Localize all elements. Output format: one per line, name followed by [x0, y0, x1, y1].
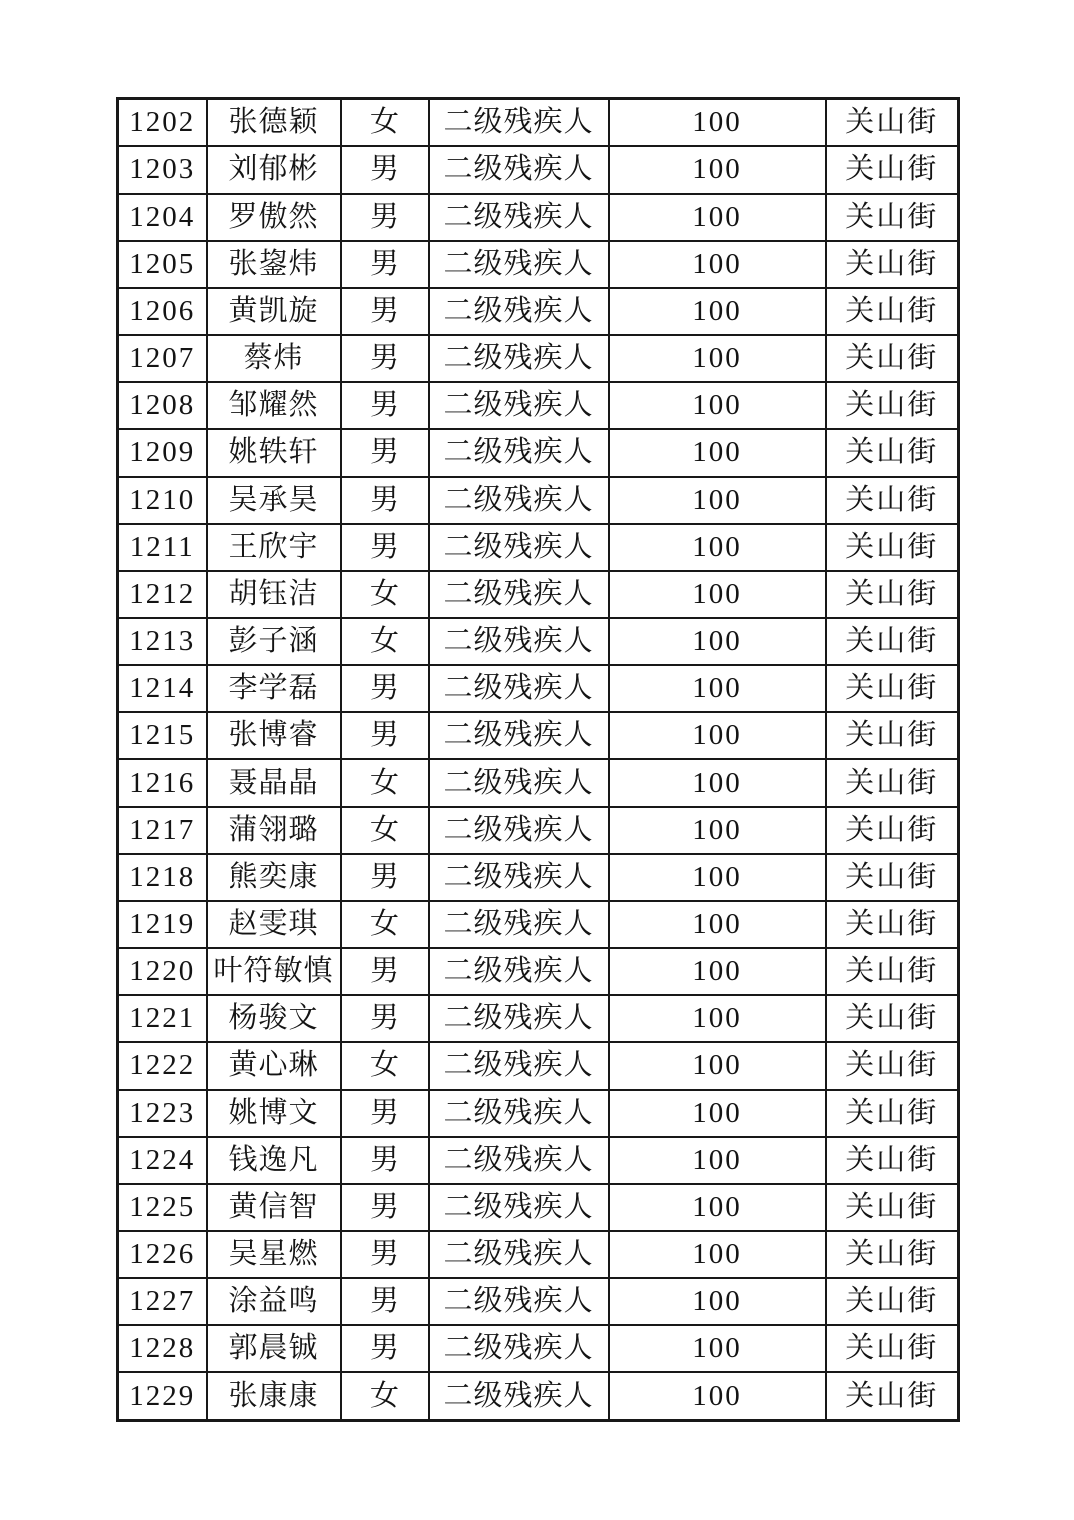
cell-amount: 100	[609, 1090, 826, 1137]
cell-name: 叶符敏慎	[207, 948, 341, 995]
cell-street: 关山街	[826, 995, 959, 1042]
cell-street: 关山街	[826, 241, 959, 288]
cell-category: 二级残疾人	[429, 1325, 609, 1372]
cell-id: 1215	[118, 712, 207, 759]
cell-gender: 男	[341, 1325, 429, 1372]
cell-amount: 100	[609, 288, 826, 335]
table-row	[118, 665, 959, 712]
cell-amount: 100	[609, 854, 826, 901]
table-row	[118, 99, 959, 147]
cell-amount: 100	[609, 477, 826, 524]
cell-id: 1211	[118, 524, 207, 571]
cell-gender: 男	[341, 429, 429, 476]
cell-street: 关山街	[826, 99, 959, 147]
cell-id: 1219	[118, 901, 207, 948]
cell-gender: 女	[341, 901, 429, 948]
table-row	[118, 1278, 959, 1325]
cell-street: 关山街	[826, 948, 959, 995]
cell-amount: 100	[609, 99, 826, 147]
cell-name: 黄信智	[207, 1184, 341, 1231]
cell-category: 二级残疾人	[429, 571, 609, 618]
cell-gender: 女	[341, 759, 429, 806]
cell-id: 1224	[118, 1137, 207, 1184]
cell-id: 1229	[118, 1372, 207, 1420]
cell-gender: 男	[341, 1231, 429, 1278]
cell-category: 二级残疾人	[429, 665, 609, 712]
cell-id: 1223	[118, 1090, 207, 1137]
cell-street: 关山街	[826, 854, 959, 901]
cell-category: 二级残疾人	[429, 995, 609, 1042]
table-row	[118, 429, 959, 476]
table-row	[118, 1325, 959, 1372]
cell-street: 关山街	[826, 807, 959, 854]
table-row	[118, 1090, 959, 1137]
cell-street: 关山街	[826, 194, 959, 241]
cell-street: 关山街	[826, 712, 959, 759]
table-row	[118, 335, 959, 382]
cell-amount: 100	[609, 712, 826, 759]
table-row	[118, 854, 959, 901]
table-row	[118, 948, 959, 995]
cell-amount: 100	[609, 1231, 826, 1278]
cell-category: 二级残疾人	[429, 807, 609, 854]
cell-amount: 100	[609, 194, 826, 241]
cell-street: 关山街	[826, 524, 959, 571]
cell-amount: 100	[609, 241, 826, 288]
cell-category: 二级残疾人	[429, 1090, 609, 1137]
cell-street: 关山街	[826, 1231, 959, 1278]
cell-category: 二级残疾人	[429, 241, 609, 288]
table-body	[118, 99, 959, 1421]
cell-amount: 100	[609, 524, 826, 571]
cell-gender: 男	[341, 477, 429, 524]
cell-id: 1214	[118, 665, 207, 712]
cell-id: 1213	[118, 618, 207, 665]
cell-name: 胡钰洁	[207, 571, 341, 618]
cell-gender: 女	[341, 571, 429, 618]
table-row	[118, 288, 959, 335]
cell-amount: 100	[609, 759, 826, 806]
cell-name: 涂益鸣	[207, 1278, 341, 1325]
cell-street: 关山街	[826, 1184, 959, 1231]
disability-subsidy-table	[116, 97, 960, 1422]
cell-id: 1228	[118, 1325, 207, 1372]
cell-category: 二级残疾人	[429, 901, 609, 948]
cell-street: 关山街	[826, 1042, 959, 1089]
cell-gender: 男	[341, 194, 429, 241]
cell-name: 吴承昊	[207, 477, 341, 524]
cell-amount: 100	[609, 995, 826, 1042]
cell-street: 关山街	[826, 477, 959, 524]
cell-name: 罗傲然	[207, 194, 341, 241]
table-row	[118, 712, 959, 759]
table-row	[118, 382, 959, 429]
cell-name: 李学磊	[207, 665, 341, 712]
table-row	[118, 1137, 959, 1184]
cell-id: 1204	[118, 194, 207, 241]
cell-amount: 100	[609, 429, 826, 476]
table-row	[118, 477, 959, 524]
cell-amount: 100	[609, 1137, 826, 1184]
cell-category: 二级残疾人	[429, 335, 609, 382]
cell-gender: 男	[341, 665, 429, 712]
table-row	[118, 618, 959, 665]
cell-category: 二级残疾人	[429, 288, 609, 335]
cell-gender: 男	[341, 948, 429, 995]
cell-name: 钱逸凡	[207, 1137, 341, 1184]
cell-name: 姚轶轩	[207, 429, 341, 476]
cell-gender: 男	[341, 241, 429, 288]
table-row	[118, 146, 959, 193]
cell-category: 二级残疾人	[429, 1372, 609, 1420]
cell-amount: 100	[609, 382, 826, 429]
cell-amount: 100	[609, 1042, 826, 1089]
cell-street: 关山街	[826, 1278, 959, 1325]
cell-gender: 男	[341, 712, 429, 759]
cell-id: 1209	[118, 429, 207, 476]
table-row	[118, 901, 959, 948]
cell-gender: 女	[341, 1042, 429, 1089]
cell-id: 1222	[118, 1042, 207, 1089]
cell-name: 王欣宇	[207, 524, 341, 571]
cell-name: 张鋆炜	[207, 241, 341, 288]
cell-gender: 女	[341, 1372, 429, 1420]
cell-id: 1226	[118, 1231, 207, 1278]
cell-category: 二级残疾人	[429, 146, 609, 193]
cell-amount: 100	[609, 1325, 826, 1372]
cell-gender: 男	[341, 1090, 429, 1137]
cell-id: 1202	[118, 99, 207, 147]
cell-category: 二级残疾人	[429, 854, 609, 901]
cell-name: 张康康	[207, 1372, 341, 1420]
cell-gender: 男	[341, 854, 429, 901]
cell-id: 1212	[118, 571, 207, 618]
cell-category: 二级残疾人	[429, 477, 609, 524]
cell-category: 二级残疾人	[429, 759, 609, 806]
cell-gender: 女	[341, 99, 429, 147]
cell-street: 关山街	[826, 335, 959, 382]
cell-name: 蔡炜	[207, 335, 341, 382]
cell-gender: 男	[341, 1278, 429, 1325]
cell-id: 1205	[118, 241, 207, 288]
cell-gender: 男	[341, 382, 429, 429]
cell-street: 关山街	[826, 146, 959, 193]
cell-name: 刘郁彬	[207, 146, 341, 193]
cell-name: 邹耀然	[207, 382, 341, 429]
cell-name: 蒲翎璐	[207, 807, 341, 854]
cell-gender: 男	[341, 1184, 429, 1231]
cell-category: 二级残疾人	[429, 429, 609, 476]
cell-amount: 100	[609, 146, 826, 193]
table-row	[118, 807, 959, 854]
cell-gender: 男	[341, 524, 429, 571]
cell-name: 张德颖	[207, 99, 341, 147]
cell-amount: 100	[609, 948, 826, 995]
cell-gender: 男	[341, 335, 429, 382]
cell-street: 关山街	[826, 1137, 959, 1184]
cell-name: 姚博文	[207, 1090, 341, 1137]
cell-category: 二级残疾人	[429, 524, 609, 571]
table-row	[118, 524, 959, 571]
cell-gender: 男	[341, 288, 429, 335]
cell-id: 1218	[118, 854, 207, 901]
cell-name: 彭子涵	[207, 618, 341, 665]
cell-gender: 男	[341, 146, 429, 193]
cell-category: 二级残疾人	[429, 1042, 609, 1089]
cell-category: 二级残疾人	[429, 1137, 609, 1184]
cell-id: 1207	[118, 335, 207, 382]
cell-id: 1206	[118, 288, 207, 335]
cell-name: 吴星燃	[207, 1231, 341, 1278]
cell-category: 二级残疾人	[429, 1231, 609, 1278]
cell-id: 1203	[118, 146, 207, 193]
cell-id: 1220	[118, 948, 207, 995]
cell-id: 1210	[118, 477, 207, 524]
cell-amount: 100	[609, 1372, 826, 1420]
cell-category: 二级残疾人	[429, 382, 609, 429]
cell-street: 关山街	[826, 429, 959, 476]
cell-amount: 100	[609, 618, 826, 665]
cell-amount: 100	[609, 335, 826, 382]
cell-name: 杨骏文	[207, 995, 341, 1042]
table-row	[118, 1184, 959, 1231]
table-row	[118, 1231, 959, 1278]
cell-name: 赵雯琪	[207, 901, 341, 948]
cell-gender: 女	[341, 618, 429, 665]
cell-gender: 男	[341, 1137, 429, 1184]
cell-name: 郭晨铖	[207, 1325, 341, 1372]
cell-street: 关山街	[826, 1090, 959, 1137]
table-row	[118, 1372, 959, 1420]
table-row	[118, 759, 959, 806]
cell-name: 熊奕康	[207, 854, 341, 901]
cell-street: 关山街	[826, 382, 959, 429]
cell-street: 关山街	[826, 901, 959, 948]
cell-name: 张博睿	[207, 712, 341, 759]
table-row	[118, 1042, 959, 1089]
cell-amount: 100	[609, 901, 826, 948]
cell-id: 1216	[118, 759, 207, 806]
cell-id: 1225	[118, 1184, 207, 1231]
cell-name: 聂晶晶	[207, 759, 341, 806]
cell-id: 1227	[118, 1278, 207, 1325]
table-row	[118, 194, 959, 241]
cell-street: 关山街	[826, 1325, 959, 1372]
cell-amount: 100	[609, 571, 826, 618]
cell-amount: 100	[609, 807, 826, 854]
cell-category: 二级残疾人	[429, 194, 609, 241]
cell-category: 二级残疾人	[429, 1184, 609, 1231]
cell-street: 关山街	[826, 618, 959, 665]
table-row	[118, 571, 959, 618]
cell-id: 1208	[118, 382, 207, 429]
cell-amount: 100	[609, 665, 826, 712]
cell-street: 关山街	[826, 759, 959, 806]
cell-category: 二级残疾人	[429, 618, 609, 665]
cell-id: 1221	[118, 995, 207, 1042]
cell-amount: 100	[609, 1184, 826, 1231]
table-row	[118, 241, 959, 288]
cell-category: 二级残疾人	[429, 712, 609, 759]
cell-amount: 100	[609, 1278, 826, 1325]
cell-id: 1217	[118, 807, 207, 854]
cell-street: 关山街	[826, 665, 959, 712]
cell-street: 关山街	[826, 288, 959, 335]
cell-name: 黄心琳	[207, 1042, 341, 1089]
cell-street: 关山街	[826, 571, 959, 618]
cell-gender: 女	[341, 807, 429, 854]
cell-street: 关山街	[826, 1372, 959, 1420]
cell-category: 二级残疾人	[429, 1278, 609, 1325]
cell-gender: 男	[341, 995, 429, 1042]
cell-category: 二级残疾人	[429, 948, 609, 995]
table-row	[118, 995, 959, 1042]
cell-name: 黄凯旋	[207, 288, 341, 335]
cell-category: 二级残疾人	[429, 99, 609, 147]
